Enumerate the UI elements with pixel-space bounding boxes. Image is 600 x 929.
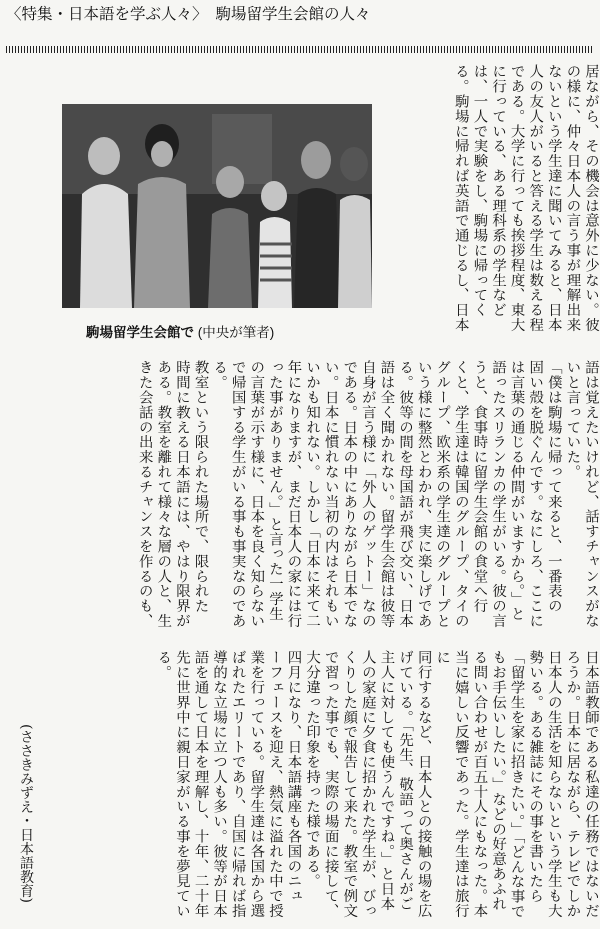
text-line: の様に、仲々日本人の言う事が理解出来	[564, 64, 581, 333]
text-line: で帰国する学生がいる事も事実なのであ	[229, 360, 246, 629]
photo-caption	[86, 321, 356, 341]
series-label: 〈特集・日本語を学ぶ人々〉	[6, 5, 208, 23]
text-line: る。	[155, 650, 172, 680]
text-line: げている。「先生、敬語って奥さんがご	[397, 650, 414, 911]
text-line: いう様に整然とわかれ、実に楽しげであ	[415, 360, 432, 629]
text-line: 「留学生を家に招きたい。」「どんな事で	[508, 650, 525, 919]
text-line: 固い殻を脱ぐんです。なにしろ、ここに	[527, 360, 544, 629]
text-line: 語は覚えたいけれど、話すチャンスがな	[583, 360, 599, 629]
article-header	[6, 2, 371, 26]
text-line: ある。教室を離れて様々な層の人と、生	[155, 360, 172, 629]
text-line: は、一人で実験をし、駒場に帰ってく	[471, 64, 488, 318]
text-line: 業を行っている。留学生達は各国から選	[248, 650, 265, 919]
text-line: 自身が言う様に「外人のゲットー」なの	[359, 360, 376, 629]
text-line: である。大学に行っても挨拶程度、東大	[508, 64, 525, 333]
text-line: 日本語教師である私達の任務ではないだ	[583, 650, 599, 919]
text-line: の言葉が示す様に、日本を良く知らない	[248, 360, 265, 629]
text-line: くりした顔で報告して来た。教室で例文	[341, 650, 358, 919]
text-line: った事がありません。」と言った一学生	[266, 360, 283, 621]
text-line: 日本人の生活を知らないという学生も大	[545, 650, 562, 919]
text-line: うと、食事時に留学生会館の食堂へ行	[471, 360, 488, 614]
text-line: 導的な立場に立つ人も多い。彼等が日本	[211, 650, 228, 919]
text-column-b	[6, 360, 600, 640]
text-line: 教室という限られた場所で、限られた	[192, 360, 209, 614]
text-line: いと言っていた。	[564, 360, 581, 480]
caption-main: 駒場留学生会館で	[86, 325, 194, 340]
text-line: で習った事でも、実際の場面に接して、	[322, 650, 339, 919]
text-line: 年になりますが、まだ日本人の家には行	[285, 360, 302, 629]
text-line: 勢いる。ある雑誌にその事を書いたら	[527, 650, 544, 904]
text-line: る。	[211, 360, 228, 390]
text-line: 語を通して日本を理解し、十年、二十年	[192, 650, 209, 919]
text-line: いかも知れない。しかし「日本に来て二	[304, 360, 321, 629]
author-byline: (ささきみずえ・日本語教育)	[18, 724, 34, 903]
text-line: 語ったスリランカの学生がいる。彼の言	[490, 360, 507, 629]
text-column-c	[56, 650, 600, 925]
group-photo	[62, 104, 372, 308]
text-line: は言葉の通じる仲間がいますから。」と	[508, 360, 525, 621]
text-line: 先に世界中に親日家がいる事を夢見てい	[173, 650, 190, 919]
text-line: 同行するなど、日本人との接触の場を広	[415, 650, 432, 919]
text-line: ないという学生達に聞いてみると、日本	[545, 64, 562, 333]
text-line: 大分違った印象を持った様である。	[304, 650, 321, 889]
text-line: に行っている、ある理科系の学生など	[490, 64, 507, 318]
text-line: 四月になり、日本語講座も各国のニュ	[285, 650, 302, 904]
text-line: 人の家庭に夕食に招かれた学生が、びっ	[359, 650, 376, 919]
text-line: る。彼等の間を母国語が飛び交い、日本	[397, 360, 414, 629]
text-line: きた会話の出来るチャンスを作るのも、	[136, 360, 153, 629]
text-line: ばれたエリートであり、自国に帰れば指	[229, 650, 246, 919]
text-line: 当に嬉しい反響であった。学生達は旅行に	[434, 650, 469, 919]
text-line: グループ、欧米系の学生達のグループと	[434, 360, 451, 629]
caption-note: (中央が筆者)	[197, 325, 275, 340]
text-line: 語は全く聞かれない。留学生会館は彼等	[378, 360, 395, 629]
article-title: 駒場留学生会館の人々	[215, 5, 371, 23]
text-line: 居ながら、その機会は意外に少ない。彼	[583, 64, 599, 333]
text-line: ーフェースを迎え、熱気に溢れた中で授	[266, 650, 283, 919]
text-line: くと、学生達は韓国のグループ、タイの	[452, 360, 469, 629]
text-line: い。日本に慣れない当初の内はそれもい	[322, 360, 339, 629]
text-line: る。駒場に帰れば英語で通じるし、日本	[452, 64, 469, 333]
text-line: 「僕は駒場に帰って来ると、一番表の	[545, 360, 562, 614]
header-rule	[6, 46, 594, 53]
text-column-a	[388, 64, 600, 349]
text-line: もお手伝いしたい。」などの好意あふれ	[490, 650, 507, 911]
text-line: る問い合わせが百五十人にもなった。本	[471, 650, 488, 919]
text-line: である。日本の中にありながら日本でな	[341, 360, 358, 629]
text-line: 主人に対しても使うんですね。」と日本	[378, 650, 395, 911]
text-line: 人の友人がいると答える学生は数える程	[527, 64, 544, 333]
text-line: ろうか。日本に居ながら、テレビでしか	[564, 650, 581, 919]
text-line: 時間に教える日本語には、やはり限界が	[173, 360, 190, 629]
